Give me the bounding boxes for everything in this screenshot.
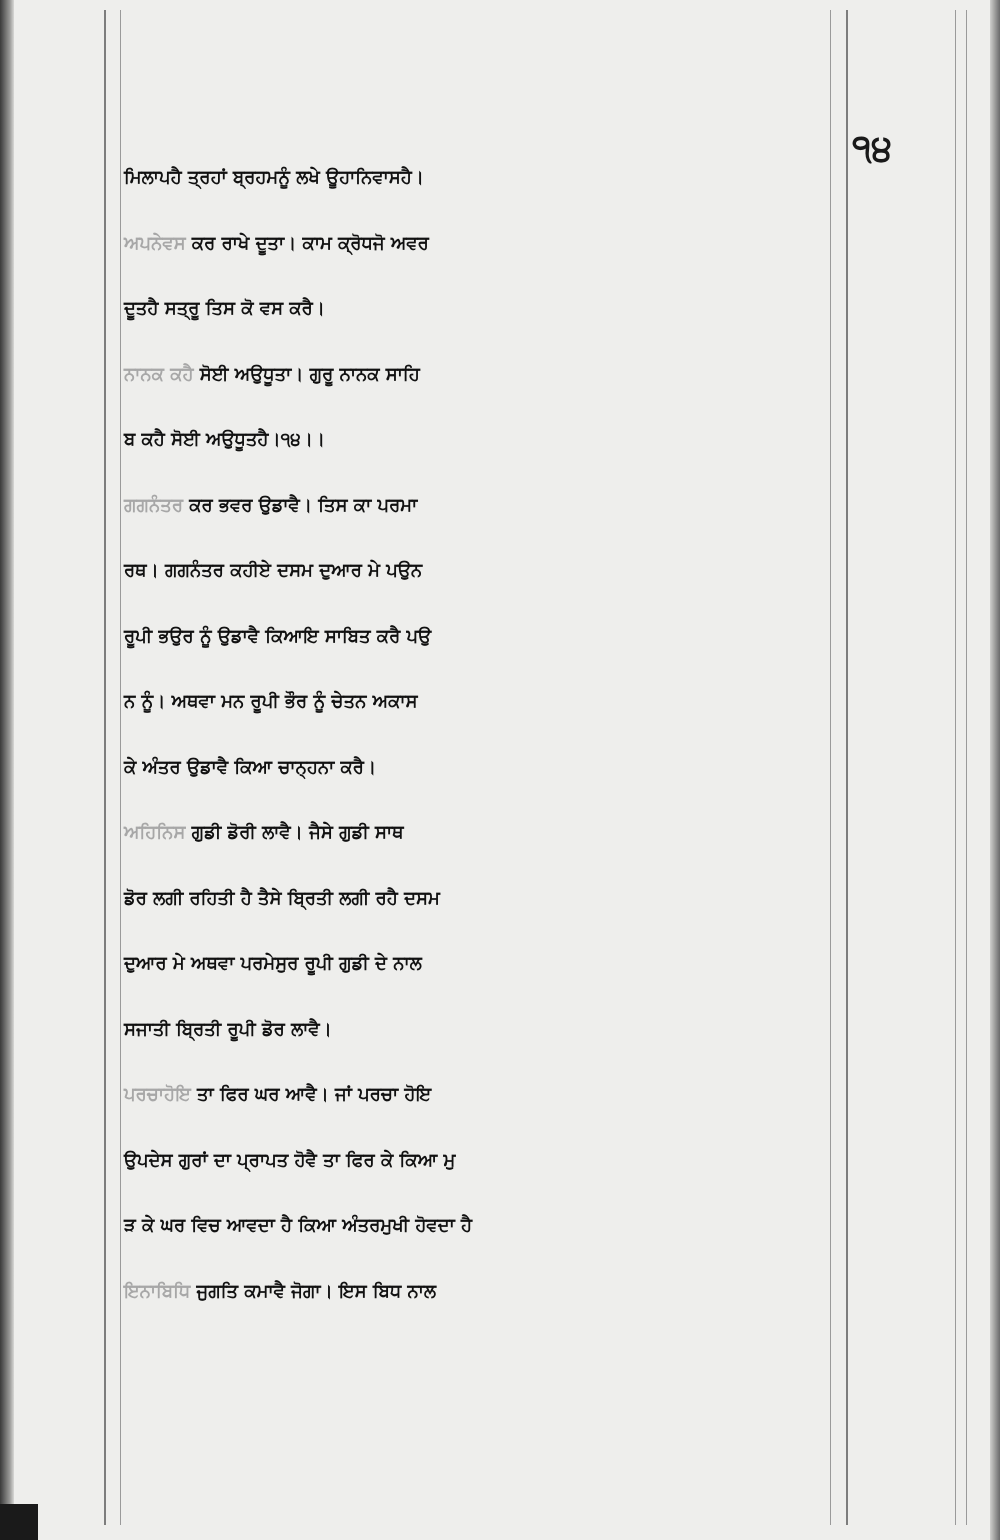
line-text: ਦੁਆਰ ਮੇ ਅਥਵਾ ਪਰਮੇਸੁਰ ਰੂਪੀ ਗੁਡੀ ਦੇ ਨਾਲ (124, 953, 422, 974)
line-text: ਗੁਡੀ ਡੋਰੀ ਲਾਵੈ। ਜੈਸੇ ਗੁਡੀ ਸਾਥ (191, 822, 404, 843)
line-text: ਤਾ ਫਿਰ ਘਰ ਆਵੈ। ਜਾਂ ਪਰਚਾ ਹੋਇ (197, 1084, 432, 1105)
text-line (124, 148, 850, 214)
line-text: ਰੂਪੀ ਭਉਰ ਨੂੰ ਉਡਾਵੈ ਕਿਆਇ ਸਾਬਿਤ ਕਰੈ ਪਉ (124, 625, 432, 647)
line-text: ਬ ਕਹੈ ਸੋਈ ਅਉਧੂਤਹੈ।੧੪।। (124, 429, 325, 450)
text-line (124, 345, 850, 411)
line-text: ੜ ਕੇ ਘਰ ਵਿਚ ਆਵਦਾ ਹੈ ਕਿਆ ਅੰਤਰਮੁਖੀ ਹੋਵਦਾ ਹੈ (124, 1215, 473, 1236)
line-text: ਕਰ ਭਵਰ ਉਡਾਵੈ। ਤਿਸ ਕਾ ਪਰਮਾ (189, 494, 418, 516)
text-line (124, 476, 850, 542)
text-line (124, 869, 850, 935)
text-line (124, 410, 850, 476)
page-edge-rule-2 (966, 10, 967, 1525)
rubric-keyword: ਅਪਨੇਵਸ (124, 232, 192, 254)
line-text: ਮਿਲਾਪਹੈ ਤ੍ਰਹਾਂ ਬ੍ਰਹਮਨੂੰ ਲਖੇ ਊਹਾਨਿਵਾਸਹੈ। (124, 167, 424, 188)
line-text: ਜੁਗਤਿ ਕਮਾਵੈ ਜੋਗਾ। ਇਸ ਬਿਧ ਨਾਲ (196, 1280, 437, 1302)
text-line (124, 738, 850, 804)
manuscript-text (124, 148, 850, 1327)
line-text: ਨ ਨੂੰ। ਅਥਵਾ ਮਨ ਰੂਪੀ ਭੌਰ ਨੂੰ ਚੇਤਨ ਅਕਾਸ (124, 691, 418, 712)
text-line (124, 1065, 850, 1131)
margin-rule-left-outer (104, 10, 106, 1525)
margin-rule-left-inner (120, 10, 121, 1525)
text-line (124, 1262, 850, 1328)
rubric-keyword: ਇਨਾਬਿਧਿ (124, 1280, 197, 1302)
text-line (124, 1000, 850, 1066)
line-text: ਕੇ ਅੰਤਰ ਉਡਾਵੈ ਕਿਆ ਚਾਨ੍ਹਨਾ ਕਰੈ। (124, 756, 377, 778)
line-text: ਰਥ। ਗਗਨੰਤਰ ਕਹੀਏ ਦਸਮ ਦੁਆਰ ਮੇ ਪਉਨ (124, 560, 423, 581)
rubric-keyword: ਗਗਨੰਤਰ (124, 494, 190, 516)
page-edge-rule-1 (955, 10, 956, 1525)
scan-corner (0, 1504, 38, 1540)
text-line (124, 1196, 850, 1262)
binding-edge-right (990, 0, 1000, 1540)
text-line (124, 803, 850, 869)
text-line (124, 672, 850, 738)
text-line (124, 1131, 850, 1197)
line-text: ਉਪਦੇਸ ਗੁਰਾਂ ਦਾ ਪ੍ਰਾਪਤ ਹੋਵੈ ਤਾ ਫਿਰ ਕੇ ਕਿਆ ਮੁ (124, 1149, 456, 1171)
text-line (124, 214, 850, 280)
line-text: ਡੋਰ ਲਗੀ ਰਹਿਤੀ ਹੈ ਤੈਸੇ ਬ੍ਰਿਤੀ ਲਗੀ ਰਹੈ ਦਸਮ (124, 887, 440, 909)
text-line (124, 934, 850, 1000)
rubric-keyword: ਨਾਨਕ ਕਹੈ (124, 363, 200, 385)
line-text: ਸਜਾਤੀ ਬ੍ਰਿਤੀ ਰੂਪੀ ਡੋਰ ਲਾਵੈ। (124, 1018, 332, 1040)
text-line (124, 607, 850, 673)
line-text: ਦੂਤਹੈ ਸਤ੍ਰੂ ਤਿਸ ਕੋ ਵਸ ਕਰੈ। (124, 298, 325, 319)
text-line (124, 541, 850, 607)
text-line (124, 279, 850, 345)
binding-edge-left (0, 0, 14, 1540)
page-number: ੧੪ (852, 128, 893, 169)
rubric-keyword: ਪਰਚਾਹੋਇ (124, 1084, 198, 1105)
rubric-keyword: ਅਹਿਨਿਸ (124, 822, 192, 843)
line-text: ਸੋਈ ਅਉਧੂਤਾ। ਗੁਰੂ ਨਾਨਕ ਸਾਹਿ (199, 363, 420, 385)
line-text: ਕਰ ਰਾਖੇ ਦੂਤਾ। ਕਾਮ ਕ੍ਰੋਧਜੋ ਅਵਰ (191, 232, 429, 254)
